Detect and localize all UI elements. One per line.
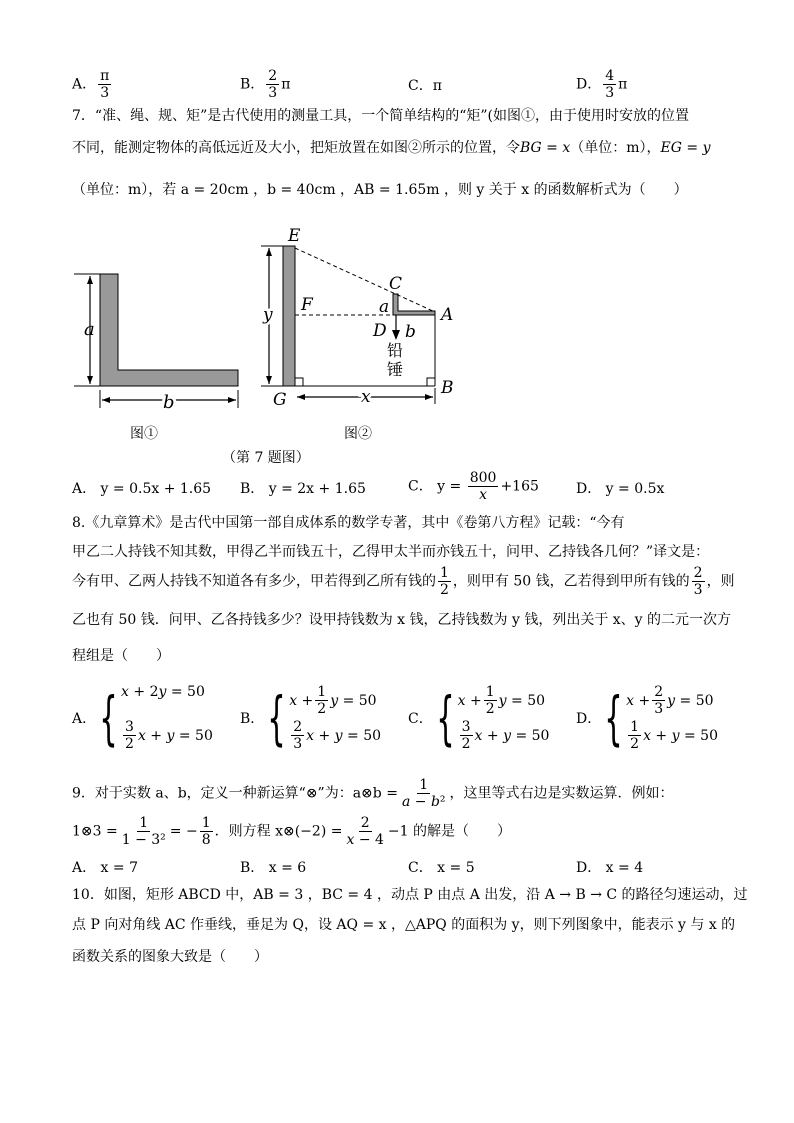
- q8-line5: 程组是（ ）: [72, 648, 170, 664]
- fig2-label-F: F: [301, 295, 313, 315]
- q6-option-b: B． $\frac{2}{3}$ π: [240, 68, 291, 101]
- q9-line1: 9．对于实数 a、b，定义一种新运算“⊗”为：a⊗b = $\frac{1}{\text{a − b²}}$ ，这里等式右边是实数运算．例如：: [72, 777, 674, 810]
- q6-option-d: D． $\frac{4}{3}$ π: [576, 68, 628, 101]
- fig2-label-y: y: [263, 305, 273, 325]
- q8-line4: 乙也有 50 钱．问甲、乙各持钱多少？设甲持钱数为 x 钱，乙持钱数为 y 钱，列出关于 x、y 的二元一次方: [72, 612, 732, 628]
- fig1-label-a: a: [84, 319, 95, 340]
- q8-option-d: D． { x + $\frac{2}{3}$ y = 50 $\frac{1}{2}$ x + y = 50: [576, 684, 718, 752]
- q8-line2: 甲乙二人持钱不知其数，甲得乙半而钱五十，乙得甲太半而亦钱五十，问甲、乙持钱各几何？”译文是：: [72, 544, 710, 560]
- q7-line3: （单位：m），若 a = 20cm ，b = 40cm ，AB = 1.65m ，则 y 关于 x 的函数解析式为（ ）: [72, 182, 688, 198]
- fig2-label-x: x: [361, 387, 371, 407]
- carpenter-square-shape: [100, 274, 238, 386]
- q9-line2: 1⊗3 = $\frac{1}{\text{1 − 3²}}$ = − $\frac{1}{8}$ ．则方程 x⊗(−2) = $\frac{2}{x - 4}$ −1 的解是（ ）: [72, 815, 512, 848]
- q7-line1: 7．“准、绳、规、矩”是古代使用的测量工具，一个简单结构的“矩”(如图①，由于使用时安放的位置: [72, 108, 689, 124]
- fig2-weight-1: 铅: [387, 341, 404, 360]
- fig2-label-B: B: [441, 378, 454, 398]
- q9-option-a: A． x = 7: [72, 860, 138, 876]
- q7-line2: 不同，能测定物体的高低远近及大小，把矩放置在如图②所示的位置，令BG = x（单位：m），EG = y: [72, 140, 711, 156]
- q9-option-c: C． x = 5: [408, 860, 475, 876]
- fig2-label-a: a: [379, 297, 390, 317]
- q7-option-d: D． y = 0.5x: [576, 481, 665, 497]
- q9-option-d: D． x = 4: [576, 860, 644, 876]
- q6-option-a: A． $\frac{\pi}{3}$: [72, 68, 110, 101]
- q7-option-a: A． y = 0.5x + 1.65: [72, 481, 212, 497]
- q10-line3: 函数关系的图象大致是（ ）: [72, 949, 268, 965]
- q7-option-b: B． y = 2x + 1.65: [240, 481, 366, 497]
- q10-line1: 10．如图，矩形 ABCD 中，AB = 3 ，BC = 4 ，动点 P 由点 A 出发，沿 A → B → C 的路径匀速运动，过: [72, 887, 748, 903]
- q7-figure-2: [255, 222, 470, 407]
- q7-figure-title: （第 7 题图）: [222, 450, 310, 466]
- q8-option-a: A． { x + 2 y = 50 $\frac{3}{2}$ x + y = 50: [72, 684, 213, 752]
- q8-option-c: C． { x + $\frac{1}{2}$ y = 50 $\frac{3}{2}$ x + y = 50: [408, 684, 550, 752]
- fig2-label-b: b: [405, 322, 416, 342]
- q8-line1: 8.《九章算术》是古代中国第一部自成体系的数学专著，其中《卷第八方程》记载：“今有: [72, 515, 625, 531]
- fig2-label-C: C: [389, 274, 403, 294]
- fig2-label-G: G: [273, 390, 287, 407]
- q7-fig2-caption: 图②: [344, 426, 372, 442]
- q7-figure-1: [70, 262, 250, 422]
- fig2-label-D: D: [373, 321, 387, 341]
- fig1-label-b: b: [163, 392, 175, 413]
- q8-option-b: B． { x + $\frac{1}{2}$ y = 50 $\frac{2}{3}$ x + y = 50: [240, 684, 382, 752]
- pole-shape: [283, 246, 295, 386]
- q10-line2: 点 P 向对角线 AC 作垂线，垂足为 Q，设 AQ = x ，△APQ 的面积为 y，则下列图象中，能表示 y 与 x 的: [72, 917, 736, 933]
- q6-option-c: C．π: [408, 78, 442, 94]
- q9-option-b: B． x = 6: [240, 860, 307, 876]
- q8-line3: 今有甲、乙两人持钱不知道各有多少，甲若得到乙所有钱的 $\frac{1}{2}$ ，则甲有 50 钱，乙若得到甲所有钱的 $\frac{2}{3}$ ，则: [72, 565, 735, 598]
- fig2-weight-2: 锤: [387, 360, 404, 379]
- q7-fig1-caption: 图①: [130, 426, 158, 442]
- fig2-label-A: A: [441, 305, 454, 325]
- q7-option-c: C． y = $\frac{800}{x}$ +165: [408, 470, 539, 503]
- square-shape: [393, 294, 435, 315]
- fig2-label-E: E: [288, 226, 301, 246]
